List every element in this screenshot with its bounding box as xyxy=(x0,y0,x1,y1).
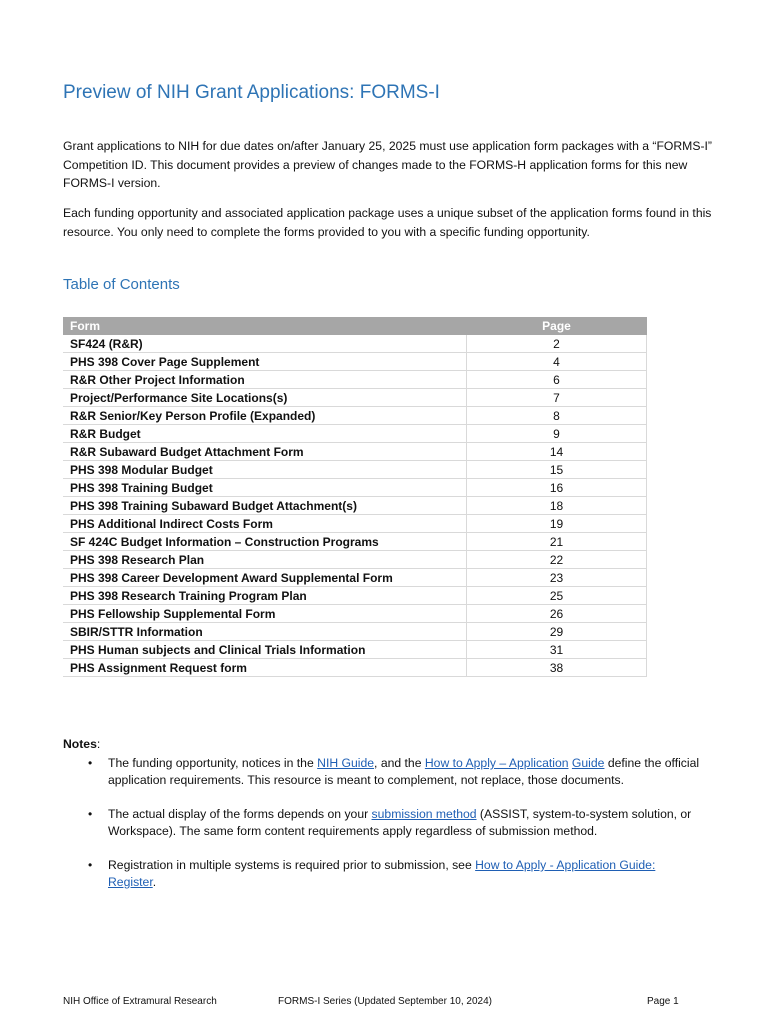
toc-form-name[interactable]: Project/Performance Site Locations(s) xyxy=(63,389,467,407)
toc-row[interactable] xyxy=(63,425,647,443)
note-text: define the official application requirements. This resource is meant to complement, not replace, those documents. xyxy=(108,756,700,787)
note-text: The actual display of the forms depends on your xyxy=(108,807,372,821)
toc-row[interactable] xyxy=(63,389,647,407)
toc-page-number: 29 xyxy=(467,623,647,641)
toc-form-name[interactable]: PHS 398 Cover Page Supplement xyxy=(63,353,467,371)
toc-form-name[interactable]: PHS Human subjects and Clinical Trials Information xyxy=(63,641,467,659)
footer-left: NIH Office of Extramural Research xyxy=(63,996,217,1007)
toc-row[interactable] xyxy=(63,515,647,533)
toc-form-name[interactable]: PHS Fellowship Supplemental Form xyxy=(63,605,467,623)
footer-page-number: Page 1 xyxy=(647,996,679,1007)
toc-table xyxy=(63,317,647,677)
toc-page-number: 9 xyxy=(467,425,647,443)
toc-row[interactable] xyxy=(63,659,647,677)
toc-form-name[interactable]: PHS Additional Indirect Costs Form xyxy=(63,515,467,533)
toc-page-number: 2 xyxy=(467,335,647,353)
note-text: , and the xyxy=(374,756,425,770)
note-text: . xyxy=(152,875,157,889)
document-title: Preview of NIH Grant Applications: FORMS-I xyxy=(63,82,440,103)
intro-paragraph-2: Each funding opportunity and associated application package uses a unique subset of the application forms found in this resource. You only need to complete the forms provided to you with a specific funding opportunity. xyxy=(63,206,712,239)
toc-form-name[interactable]: PHS 398 Career Development Award Supplemental Form xyxy=(63,569,467,587)
nih-guide-link[interactable]: NIH Guide xyxy=(317,756,375,770)
toc-page-number: 6 xyxy=(467,371,647,389)
toc-row[interactable] xyxy=(63,461,647,479)
toc-row[interactable] xyxy=(63,407,647,425)
toc-heading: Table of Contents xyxy=(63,276,180,293)
note-item xyxy=(63,857,703,891)
toc-form-name[interactable]: PHS 398 Research Training Program Plan xyxy=(63,587,467,605)
toc-col-page: Page xyxy=(467,317,647,335)
notes-label: Notes: xyxy=(63,737,101,751)
toc-form-name[interactable]: PHS 398 Training Subaward Budget Attachment(s) xyxy=(63,497,467,515)
toc-page-number: 23 xyxy=(467,569,647,587)
toc-form-name[interactable]: R&R Subaward Budget Attachment Form xyxy=(63,443,467,461)
toc-page-number: 25 xyxy=(467,587,647,605)
toc-page-number: 22 xyxy=(467,551,647,569)
note-item xyxy=(63,806,703,840)
guide-link[interactable]: Guide xyxy=(571,756,605,770)
toc-page-number: 19 xyxy=(467,515,647,533)
note-text: Registration in multiple systems is required prior to submission, see xyxy=(108,858,476,872)
toc-page-number: 7 xyxy=(467,389,647,407)
toc-row[interactable] xyxy=(63,623,647,641)
toc-header-row xyxy=(63,317,647,335)
toc-page-number: 15 xyxy=(467,461,647,479)
toc-page-number: 26 xyxy=(467,605,647,623)
toc-page-number: 14 xyxy=(467,443,647,461)
toc-form-name[interactable]: SBIR/STTR Information xyxy=(63,623,467,641)
toc-row[interactable] xyxy=(63,551,647,569)
register-link[interactable]: How to Apply - Application Guide: Register xyxy=(108,858,656,889)
toc-page-number: 4 xyxy=(467,353,647,371)
toc-row[interactable] xyxy=(63,353,647,371)
toc-form-name[interactable]: SF 424C Budget Information – Construction Programs xyxy=(63,533,467,551)
toc-form-name[interactable]: PHS 398 Research Plan xyxy=(63,551,467,569)
toc-col-form: Form xyxy=(63,317,467,335)
toc-row[interactable] xyxy=(63,533,647,551)
how-to-apply-link[interactable]: How to Apply – Application xyxy=(424,756,569,770)
intro-paragraph-1: Grant applications to NIH for due dates on/after January 25, 2025 must use application form packages with a “FORMS-I” Competition ID. This document provides a preview of changes made to the FORMS-H application forms for this new FORMS-I version. xyxy=(63,139,712,190)
submission-method-link[interactable]: submission method xyxy=(371,807,477,821)
toc-form-name[interactable]: PHS 398 Training Budget xyxy=(63,479,467,497)
toc-form-name[interactable]: R&R Budget xyxy=(63,425,467,443)
notes-label-text: Notes xyxy=(63,737,97,751)
toc-row[interactable] xyxy=(63,371,647,389)
note-text: The funding opportunity, notices in the xyxy=(108,756,318,770)
toc-form-name[interactable]: PHS 398 Modular Budget xyxy=(63,461,467,479)
toc-form-name[interactable]: R&R Senior/Key Person Profile (Expanded) xyxy=(63,407,467,425)
toc-form-name[interactable]: PHS Assignment Request form xyxy=(63,659,467,677)
note-item xyxy=(63,755,703,789)
toc-page-number: 16 xyxy=(467,479,647,497)
toc-form-name[interactable]: SF424 (R&R) xyxy=(63,335,467,353)
toc-row[interactable] xyxy=(63,569,647,587)
toc-page-number: 31 xyxy=(467,641,647,659)
toc-row[interactable] xyxy=(63,587,647,605)
toc-row[interactable] xyxy=(63,443,647,461)
toc-row[interactable] xyxy=(63,335,647,353)
toc-row[interactable] xyxy=(63,479,647,497)
footer-center: FORMS-I Series (Updated September 10, 2024) xyxy=(278,996,492,1007)
toc-page-number: 21 xyxy=(467,533,647,551)
note-text: (ASSIST, system-to-system solution, or Workspace). The same form content requirements apply regardless of submission method. xyxy=(108,807,692,838)
toc-page-number: 8 xyxy=(467,407,647,425)
toc-form-name[interactable]: R&R Other Project Information xyxy=(63,371,467,389)
toc-row[interactable] xyxy=(63,497,647,515)
toc-page-number: 38 xyxy=(467,659,647,677)
toc-row[interactable] xyxy=(63,641,647,659)
notes-list xyxy=(63,755,703,908)
toc-body xyxy=(63,335,647,677)
toc-page-number: 18 xyxy=(467,497,647,515)
toc-row[interactable] xyxy=(63,605,647,623)
